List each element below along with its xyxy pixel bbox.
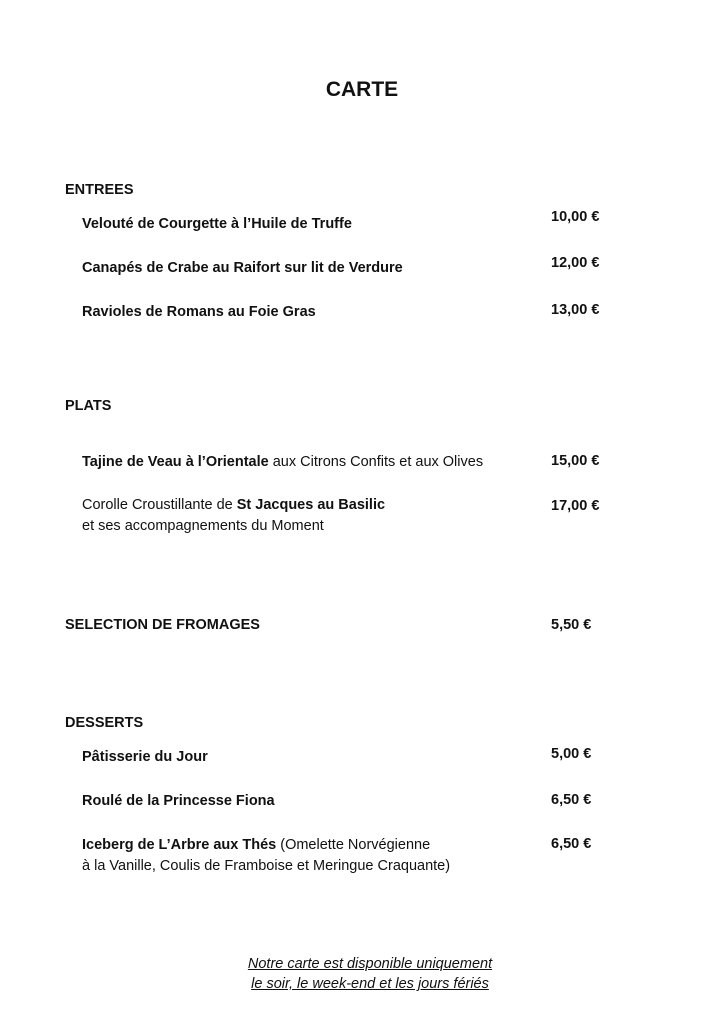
menu-item-canapés: Canapés de Crabe au Raifort sur lit de Verdure <box>82 260 403 276</box>
menu-item-roulé: Roulé de la Princesse Fiona <box>82 793 275 809</box>
section-heading-plats: PLATS <box>65 398 112 414</box>
availability-note <box>0 954 724 994</box>
menu-item-corolle <box>82 495 532 537</box>
section-heading-desserts: DESSERTS <box>65 715 144 731</box>
menu-item-iceberg <box>82 835 532 877</box>
availability-note-line2: le soir, le week-end et les jours fériés <box>251 976 489 992</box>
menu-item-velouté: Velouté de Courgette à l’Huile de Truffe <box>82 216 352 232</box>
availability-note-line1: Notre carte est disponible uniquement <box>247 956 493 972</box>
menu-item-ravioles: Ravioles de Romans au Foie Gras <box>82 304 316 320</box>
menu-item-pâtisserie: Pâtisserie du Jour <box>82 749 208 765</box>
menu-item-name-bold: St Jacques au Basilic <box>236 497 386 513</box>
menu-item-name-bold: Iceberg de L’Arbre aux Thés <box>82 837 277 853</box>
section-heading-fromages: SELECTION DE FROMAGES <box>65 617 260 633</box>
menu-item-description-line2: et ses accompagnements du Moment <box>82 518 324 534</box>
menu-item-price: 5,00 € <box>551 746 592 762</box>
menu-item-tajine <box>82 452 542 473</box>
page-title: CARTE <box>325 78 399 101</box>
menu-item-price: 5,50 € <box>551 617 592 633</box>
menu-item-price: 17,00 € <box>551 498 600 514</box>
menu-item-price: 15,00 € <box>551 453 600 469</box>
menu-item-description: (Omelette Norvégienne <box>276 837 431 853</box>
section-heading-entrees: ENTREES <box>65 182 134 198</box>
menu-item-description-line2: à la Vanille, Coulis de Framboise et Meringue Craquante) <box>82 858 451 874</box>
menu-item-name-bold: Tajine de Veau à l’Orientale <box>82 454 269 470</box>
menu-item-price: 13,00 € <box>551 302 600 318</box>
menu-item-description: aux Citrons Confits et aux Olives <box>268 454 484 470</box>
menu-item-price: 6,50 € <box>551 792 592 808</box>
menu-item-price: 12,00 € <box>551 255 600 271</box>
menu-item-price: 10,00 € <box>551 209 600 225</box>
menu-item-price: 6,50 € <box>551 836 592 852</box>
menu-item-description: Corolle Croustillante de <box>82 497 237 513</box>
